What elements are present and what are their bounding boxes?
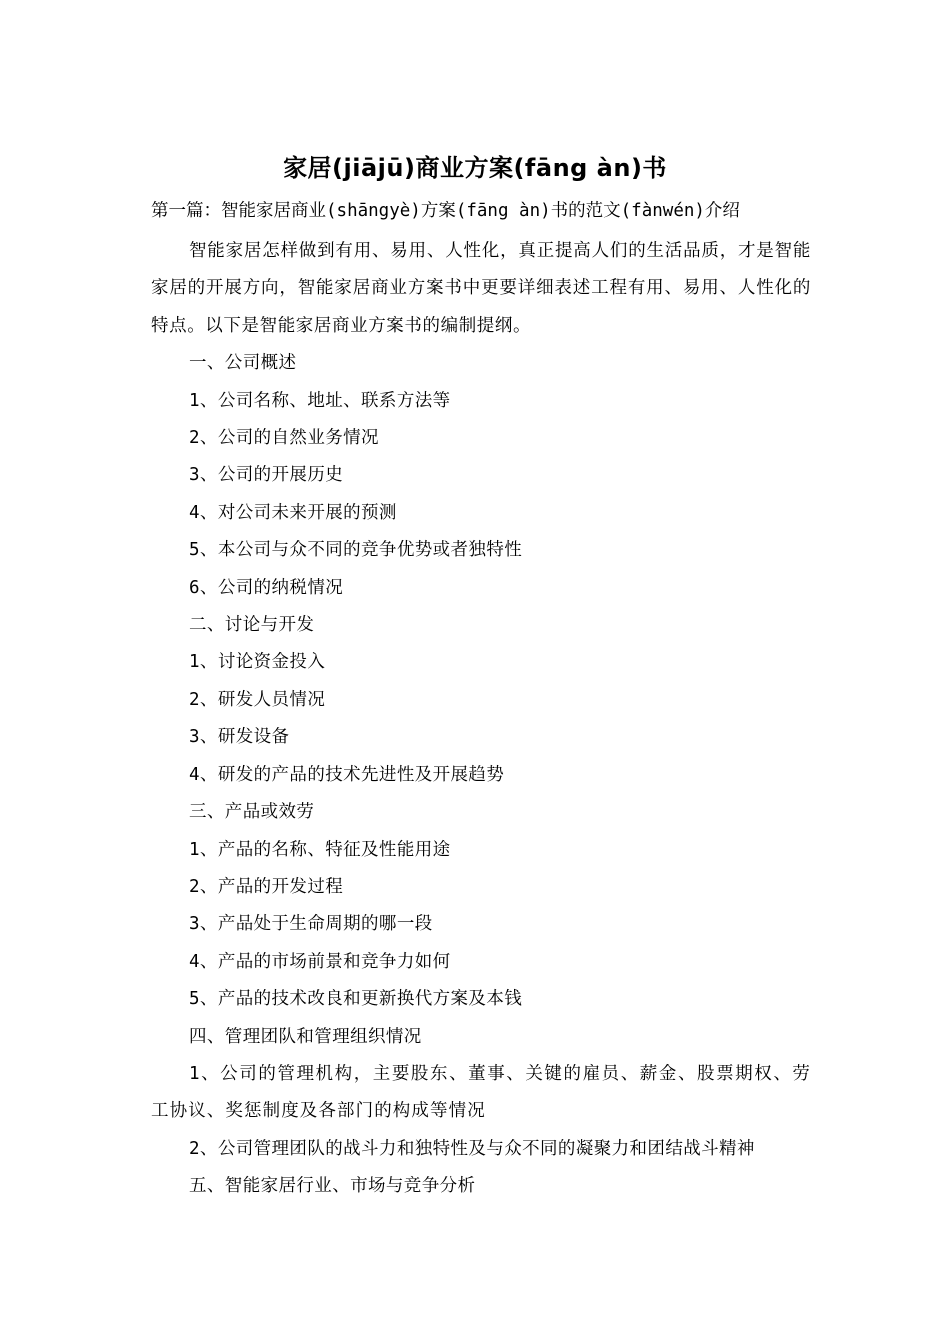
outline-item: 三、产品或效劳 bbox=[189, 802, 315, 823]
outline-item: 4、对公司未来开展的预测 bbox=[189, 502, 397, 523]
outline-item: 3、产品处于生命周期的哪一段 bbox=[189, 914, 433, 935]
management-paragraph: 1、公司的管理机构，主要股东、董事、关键的雇员、薪金、股票期权、劳工协议、奖惩制度及各部门的构成等情况 bbox=[151, 1063, 811, 1122]
outline-item: 四、管理团队和管理组织情况 bbox=[189, 1026, 422, 1047]
outline-item: 五、智能家居行业、市场与竞争分析 bbox=[189, 1176, 476, 1197]
outline-item: 6、公司的纳税情况 bbox=[189, 577, 344, 598]
outline-item: 2、研发人员情况 bbox=[189, 689, 326, 710]
outline-item: 一、公司概述 bbox=[189, 353, 297, 374]
outline-item: 2、公司管理团队的战斗力和独特性及与众不同的凝聚力和团结战斗精神 bbox=[189, 1138, 755, 1159]
outline-item: 2、公司的自然业务情况 bbox=[189, 428, 379, 449]
outline-item: 4、产品的市场前景和竞争力如何 bbox=[189, 951, 451, 972]
outline-item: 4、研发的产品的技术先进性及开展趋势 bbox=[189, 764, 505, 785]
document-subtitle: 第一篇：智能家居商业(shāngyè)方案(fāng àn)书的范文(fànwén)介绍 bbox=[151, 201, 740, 221]
outline-item: 1、公司名称、地址、联系方法等 bbox=[189, 390, 451, 411]
outline-item: 3、公司的开展历史 bbox=[189, 465, 344, 486]
outline-item: 3、研发设备 bbox=[189, 727, 290, 748]
outline-item: 5、产品的技术改良和更新换代方案及本钱 bbox=[189, 989, 523, 1010]
outline-item: 1、讨论资金投入 bbox=[189, 652, 326, 673]
document-body bbox=[151, 233, 811, 1206]
document-title: 家居(jiājū)商业方案(fāng àn)书 bbox=[283, 154, 667, 182]
intro-paragraph: 智能家居怎样做到有用、易用、人性化，真正提高人们的生活品质，才是智能家居的开展方向，智能家居商业方案书中更要详细表述工程有用、易用、人性化的特点。以下是智能家居商业方案书的编制提纲。 bbox=[151, 241, 811, 336]
outline-item: 1、产品的名称、特征及性能用途 bbox=[189, 839, 451, 860]
outline-item: 2、产品的开发过程 bbox=[189, 876, 344, 897]
outline-item: 5、本公司与众不同的竞争优势或者独特性 bbox=[189, 540, 523, 561]
outline-item: 二、讨论与开发 bbox=[189, 615, 315, 636]
